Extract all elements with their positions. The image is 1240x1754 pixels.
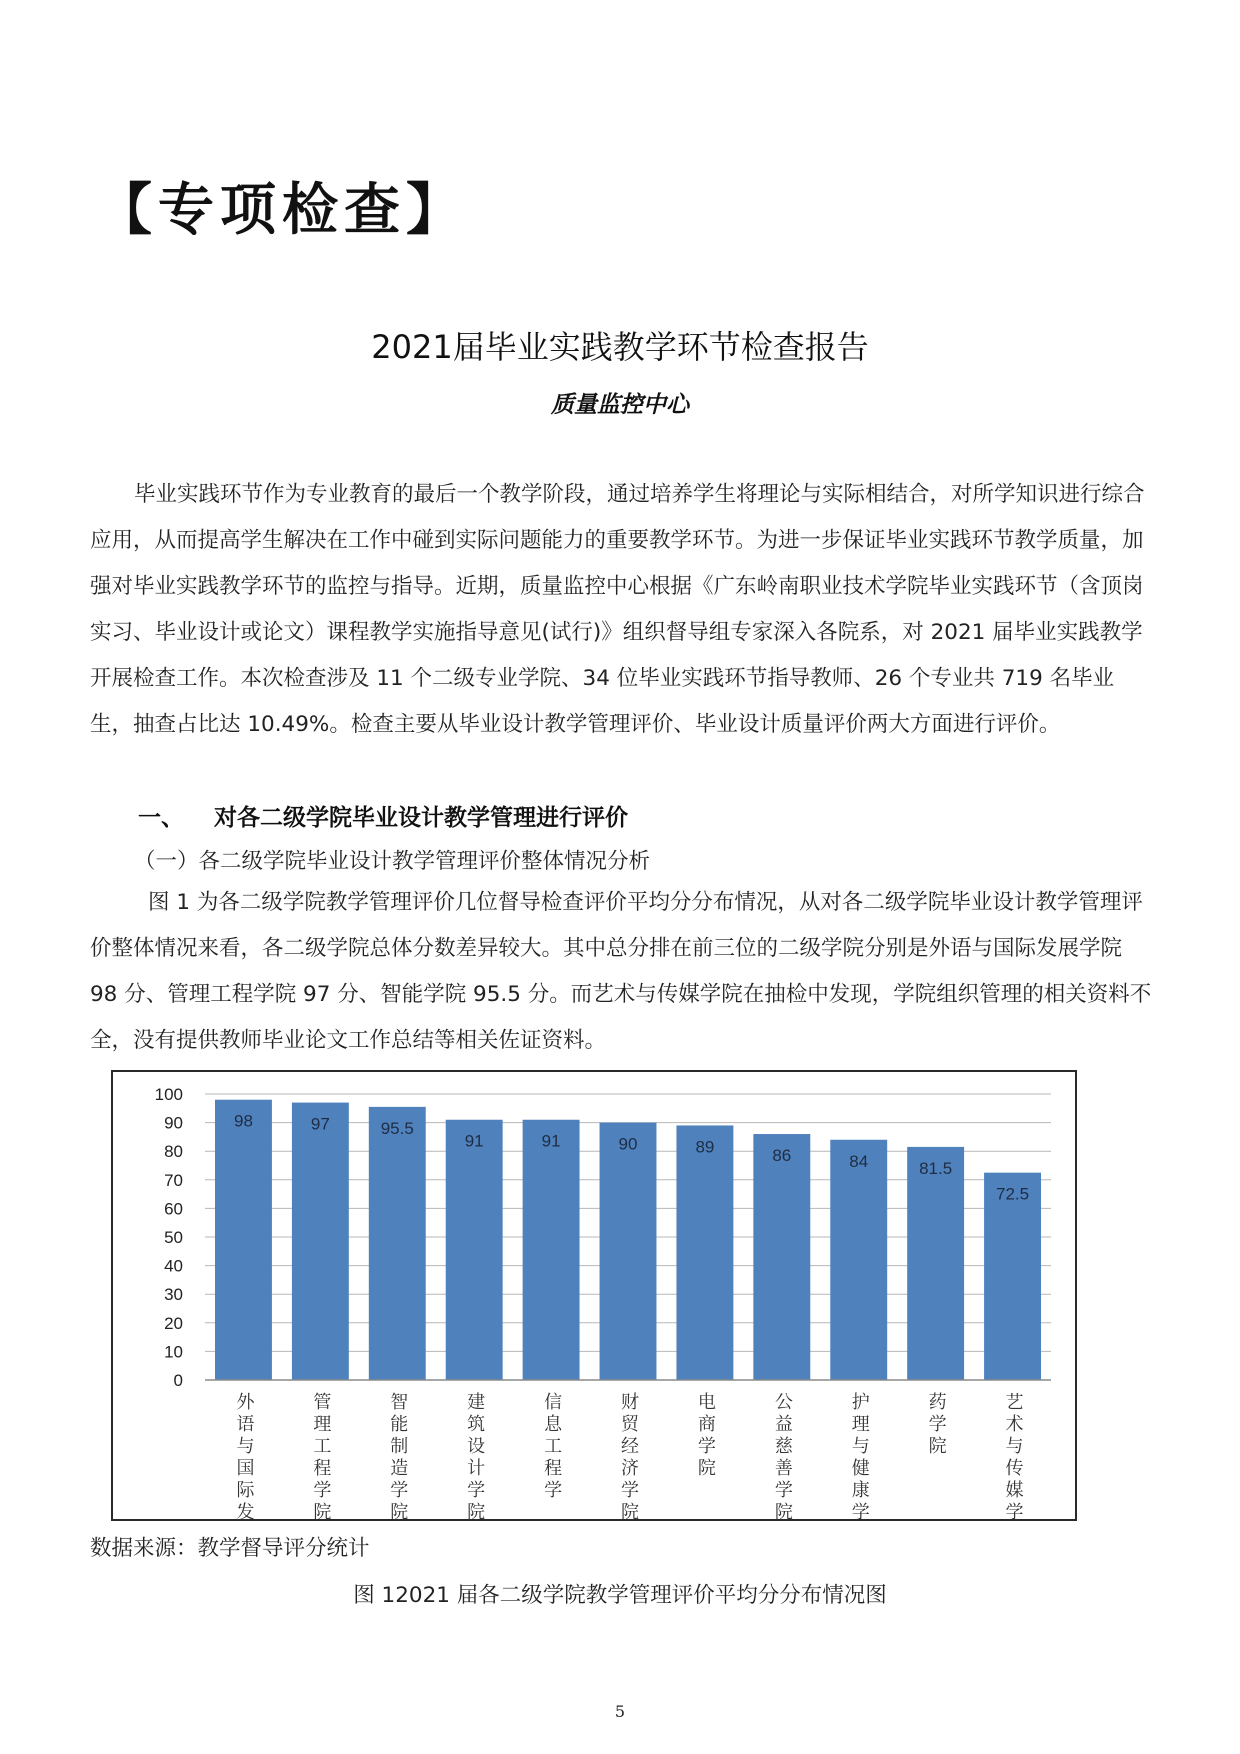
bar [830,1140,887,1380]
bar [292,1103,349,1380]
y-tick-label: 30 [164,1285,183,1305]
bar-value-label: 91 [541,1131,561,1151]
bar-chart-frame [111,1070,1077,1521]
x-category-label: 信息工程学 [544,1392,563,1501]
bar [600,1123,657,1380]
y-tick-label: 100 [154,1085,183,1104]
data-source-note: 数据来源：教学督导评分统计 [90,1536,370,1561]
bar-value-label: 91 [464,1131,484,1151]
x-category-label: 智能制造学院 [390,1392,409,1519]
x-category-label: 财贸经济学院 [621,1392,639,1519]
x-category-label: 电商学院 [697,1392,716,1479]
section-heading [138,799,628,832]
bar-value-label: 89 [695,1137,715,1157]
section-tag: 【专项检查】 [96,178,468,243]
document-author: 质量监控中心 [551,391,689,418]
y-tick-label: 60 [164,1199,183,1219]
page-number: 5 [614,1702,626,1721]
analysis-paragraph: 图 1 为各二级学院教学管理评价几位督导检查评价平均分分布情况，从对各二级学院毕业设计教学管理评价整体情况来看，各二级学院总体分数差异较大。其中总分排在前三位的二级学院分别是外语与国际发展学院 98 分、管理工程学院 97 分、智能学院 95.5 分。而艺术与传媒学院在抽检中发现，学院组织管理的相关资料不全，没有提供教师毕业论文工作总结等相关佐证资料。 [90,890,1152,1053]
bar [676,1125,733,1380]
y-tick-label: 40 [164,1256,183,1276]
bar-chart [113,1072,1075,1519]
bar-value-label: 90 [618,1134,638,1154]
x-category-label: 管理工程学院 [313,1392,332,1519]
section-heading-number: 一、 [138,805,184,831]
bar [523,1120,580,1380]
bar-value-label: 95.5 [380,1118,414,1138]
y-tick-label: 0 [173,1371,183,1390]
bar [907,1147,964,1380]
x-category-label: 建筑设计学院 [467,1392,486,1519]
bar-value-label: 72.5 [995,1184,1030,1204]
x-category-label: 公益慈善学院 [774,1392,793,1519]
x-category-label: 外语与国际发 [236,1392,255,1519]
bar-value-label: 86 [772,1146,792,1166]
bar [215,1100,272,1380]
y-tick-label: 20 [164,1313,183,1333]
intro-paragraph: 毕业实践环节作为专业教育的最后一个教学阶段，通过培养学生将理论与实际相结合，对所学知识进行综合应用，从而提高学生解决在工作中碰到实际问题能力的重要教学环节。为进一步保证毕业实践环节教学质量，加强对毕业实践教学环节的监控与指导。近期，质量监控中心根据《广东岭南职业技术学院毕业实践环节（含顶岗实习、毕业设计或论文）课程教学实施指导意见(试行)》组织督导组专家深入各院系，对 2021 届毕业实践教学开展检查工作。本次检查涉及 11 个二级专业学院、34 位毕业实践环节指导教师、26 个专业共 719 名毕业生，抽查占比达 10.49%。检查主要从毕业设计教学管理评价、毕业设计质量评价两大方面进行评价。 [90,482,1145,737]
bar-value-label: 98 [233,1111,253,1131]
y-tick-label: 70 [164,1170,183,1190]
bar-value-label: 97 [310,1114,330,1134]
x-category-label: 药学院 [928,1392,947,1457]
y-tick-label: 90 [164,1113,183,1133]
document-title: 2021届毕业实践教学环节检查报告 [371,328,869,366]
section-heading-text: 对各二级学院毕业设计教学管理进行评价 [214,805,628,831]
bar [446,1120,503,1380]
y-tick-label: 80 [164,1142,183,1162]
bar-value-label: 84 [849,1151,869,1171]
subsection-heading: （一）各二级学院毕业设计教学管理评价整体情况分析 [134,849,651,874]
bar [984,1173,1041,1380]
x-category-label: 护理与健康学 [851,1392,870,1519]
bar-value-label: 81.5 [919,1158,953,1178]
x-category-label: 艺术与传媒学 [1005,1392,1024,1519]
y-tick-label: 10 [164,1342,183,1362]
bar [753,1134,810,1380]
bar [369,1107,426,1380]
figure-caption: 图 12021 届各二级学院教学管理评价平均分分布情况图 [353,1583,887,1608]
y-tick-label: 50 [164,1228,183,1247]
